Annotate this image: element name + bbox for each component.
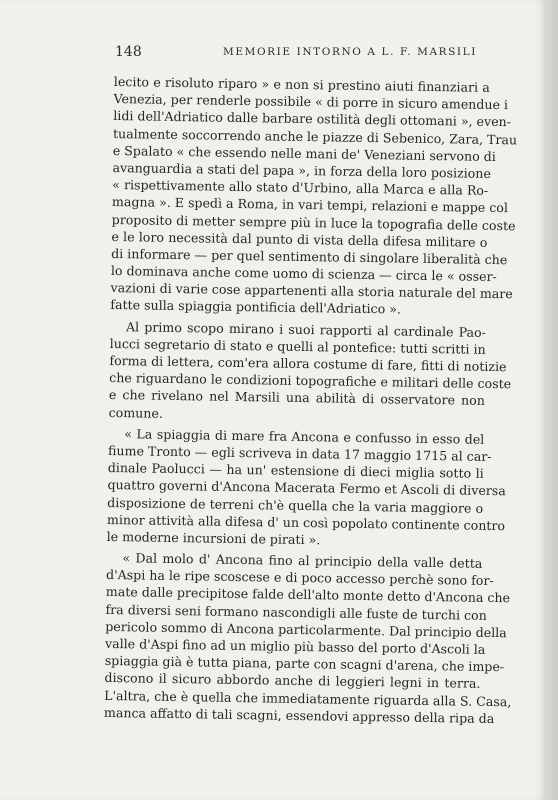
text-line: fatte sulla spiaggia pontificia dell'Adriatico ».	[110, 297, 402, 317]
text-line: « Dal molo d' Ancona fino al principio della valle detta	[122, 550, 483, 571]
text-line: Venezia, per renderle possibile « di porre in sicuro amendue i	[113, 91, 509, 113]
text-line: lucci segretario di stato e quelli al pontefice: tutti scritti in	[109, 335, 486, 357]
body-text	[103, 73, 518, 727]
text-line: tualmente soccorrendo anche le piazze di Sebenico, Zara, Trau	[112, 125, 518, 147]
text-line: lo dominava anche come uomo di scienza — circa le « osser-	[110, 263, 497, 285]
text-line: comune.	[108, 404, 164, 421]
text-line: minor attività alla difesa d' un così popolato continente contro	[106, 511, 506, 533]
text-line: che riguardano le condizioni topografiche e militari delle coste	[109, 370, 512, 392]
text-line: fra diversi seni formano nascondigli alle fuste de turchi con	[105, 601, 487, 623]
running-head: MEMORIE INTORNO A L. F. MARSILI	[222, 46, 477, 58]
text-line: « La spiaggia di mare fra Ancona e confusso in esso del	[124, 425, 485, 447]
paragraph	[103, 549, 512, 727]
text-line: e le loro necessità dal punto di vista della difesa militare o	[111, 228, 488, 250]
text-line: spiaggia già è tutta piana, parte con scagni d'arena, che impe-	[104, 653, 505, 675]
page-header	[115, 44, 477, 62]
text-line: forma di lettera, com'era allora costume di fare, fitti di notizie	[109, 352, 507, 375]
text-line: manca affatto di tali scagni, essendovi appresso della ripa da	[103, 704, 495, 726]
page-number: 148	[115, 44, 142, 60]
text-line: avanguardia a stati del papa », in forza della loro posizione	[112, 159, 491, 181]
text-line: dinale Paolucci — ha un' estensione di dieci miglia sotto li	[107, 460, 484, 481]
paragraph	[110, 73, 518, 320]
text-line: lecito e risoluto riparo » e non si prestino aiuti finanziari a	[113, 73, 490, 95]
paragraph	[108, 318, 512, 427]
text-line: « rispettivamente allo stato d'Urbino, alla Marca e alla Ro-	[112, 177, 489, 199]
text-line: lidi dell'Adriatico dalle barbare ostilità degli ottomani », even-	[113, 108, 512, 130]
text-line: quattro governi d'Ancona Macerata Fermo et Ascoli di diversa	[107, 477, 506, 499]
text-line: disposizione de terreni ch'è quella che la varia maggiore o	[107, 494, 484, 516]
text-line: di informare — per quel sentimento di singolare liberalità che	[111, 245, 508, 268]
text-line: Al primo scopo mirano i suoi rapporti al cardinale Pao-	[125, 318, 487, 340]
page-edge-shadow	[546, 0, 558, 800]
text-line: valle d'Aspi fino ad un miglio più basso del porto d'Ascoli la	[104, 635, 486, 657]
text-line: le moderne incursioni de pirati ».	[106, 528, 321, 548]
text-line: fiume Tronto — egli scriveva in data 17 maggio 1715 al car-	[107, 442, 492, 464]
text-line: pericolo sommo di Ancona particolarmente. Dal principio della	[105, 618, 507, 641]
text-line: magna ». E spedì a Roma, in vari tempi, relazioni e mappe col	[111, 194, 509, 216]
text-line: vazioni di varie cose appartenenti alla storia naturale del mare	[110, 280, 513, 302]
text-line: e che rivelano nel Marsili una abilità di osservatore non	[108, 387, 486, 409]
text-line: mate dalle precipitose falde dell'alto monte detto d'Ancona che	[105, 584, 511, 606]
text-line: discono il sicuro abbordo anche di leggieri legni in terra.	[104, 670, 481, 692]
paragraph	[106, 425, 506, 551]
text-line: d'Aspi ha le ripe scoscese e di poco accesso perchè sono for-	[106, 567, 494, 589]
text-line: e Spalato « che essendo nelle mani de' Veneziani servono di	[112, 142, 496, 164]
text-line: L'altra, che è quella che immediatamente riguarda alla S. Casa,	[104, 687, 512, 709]
text-line: proposito di metter sempre più in luce la topografia delle coste	[111, 211, 516, 233]
